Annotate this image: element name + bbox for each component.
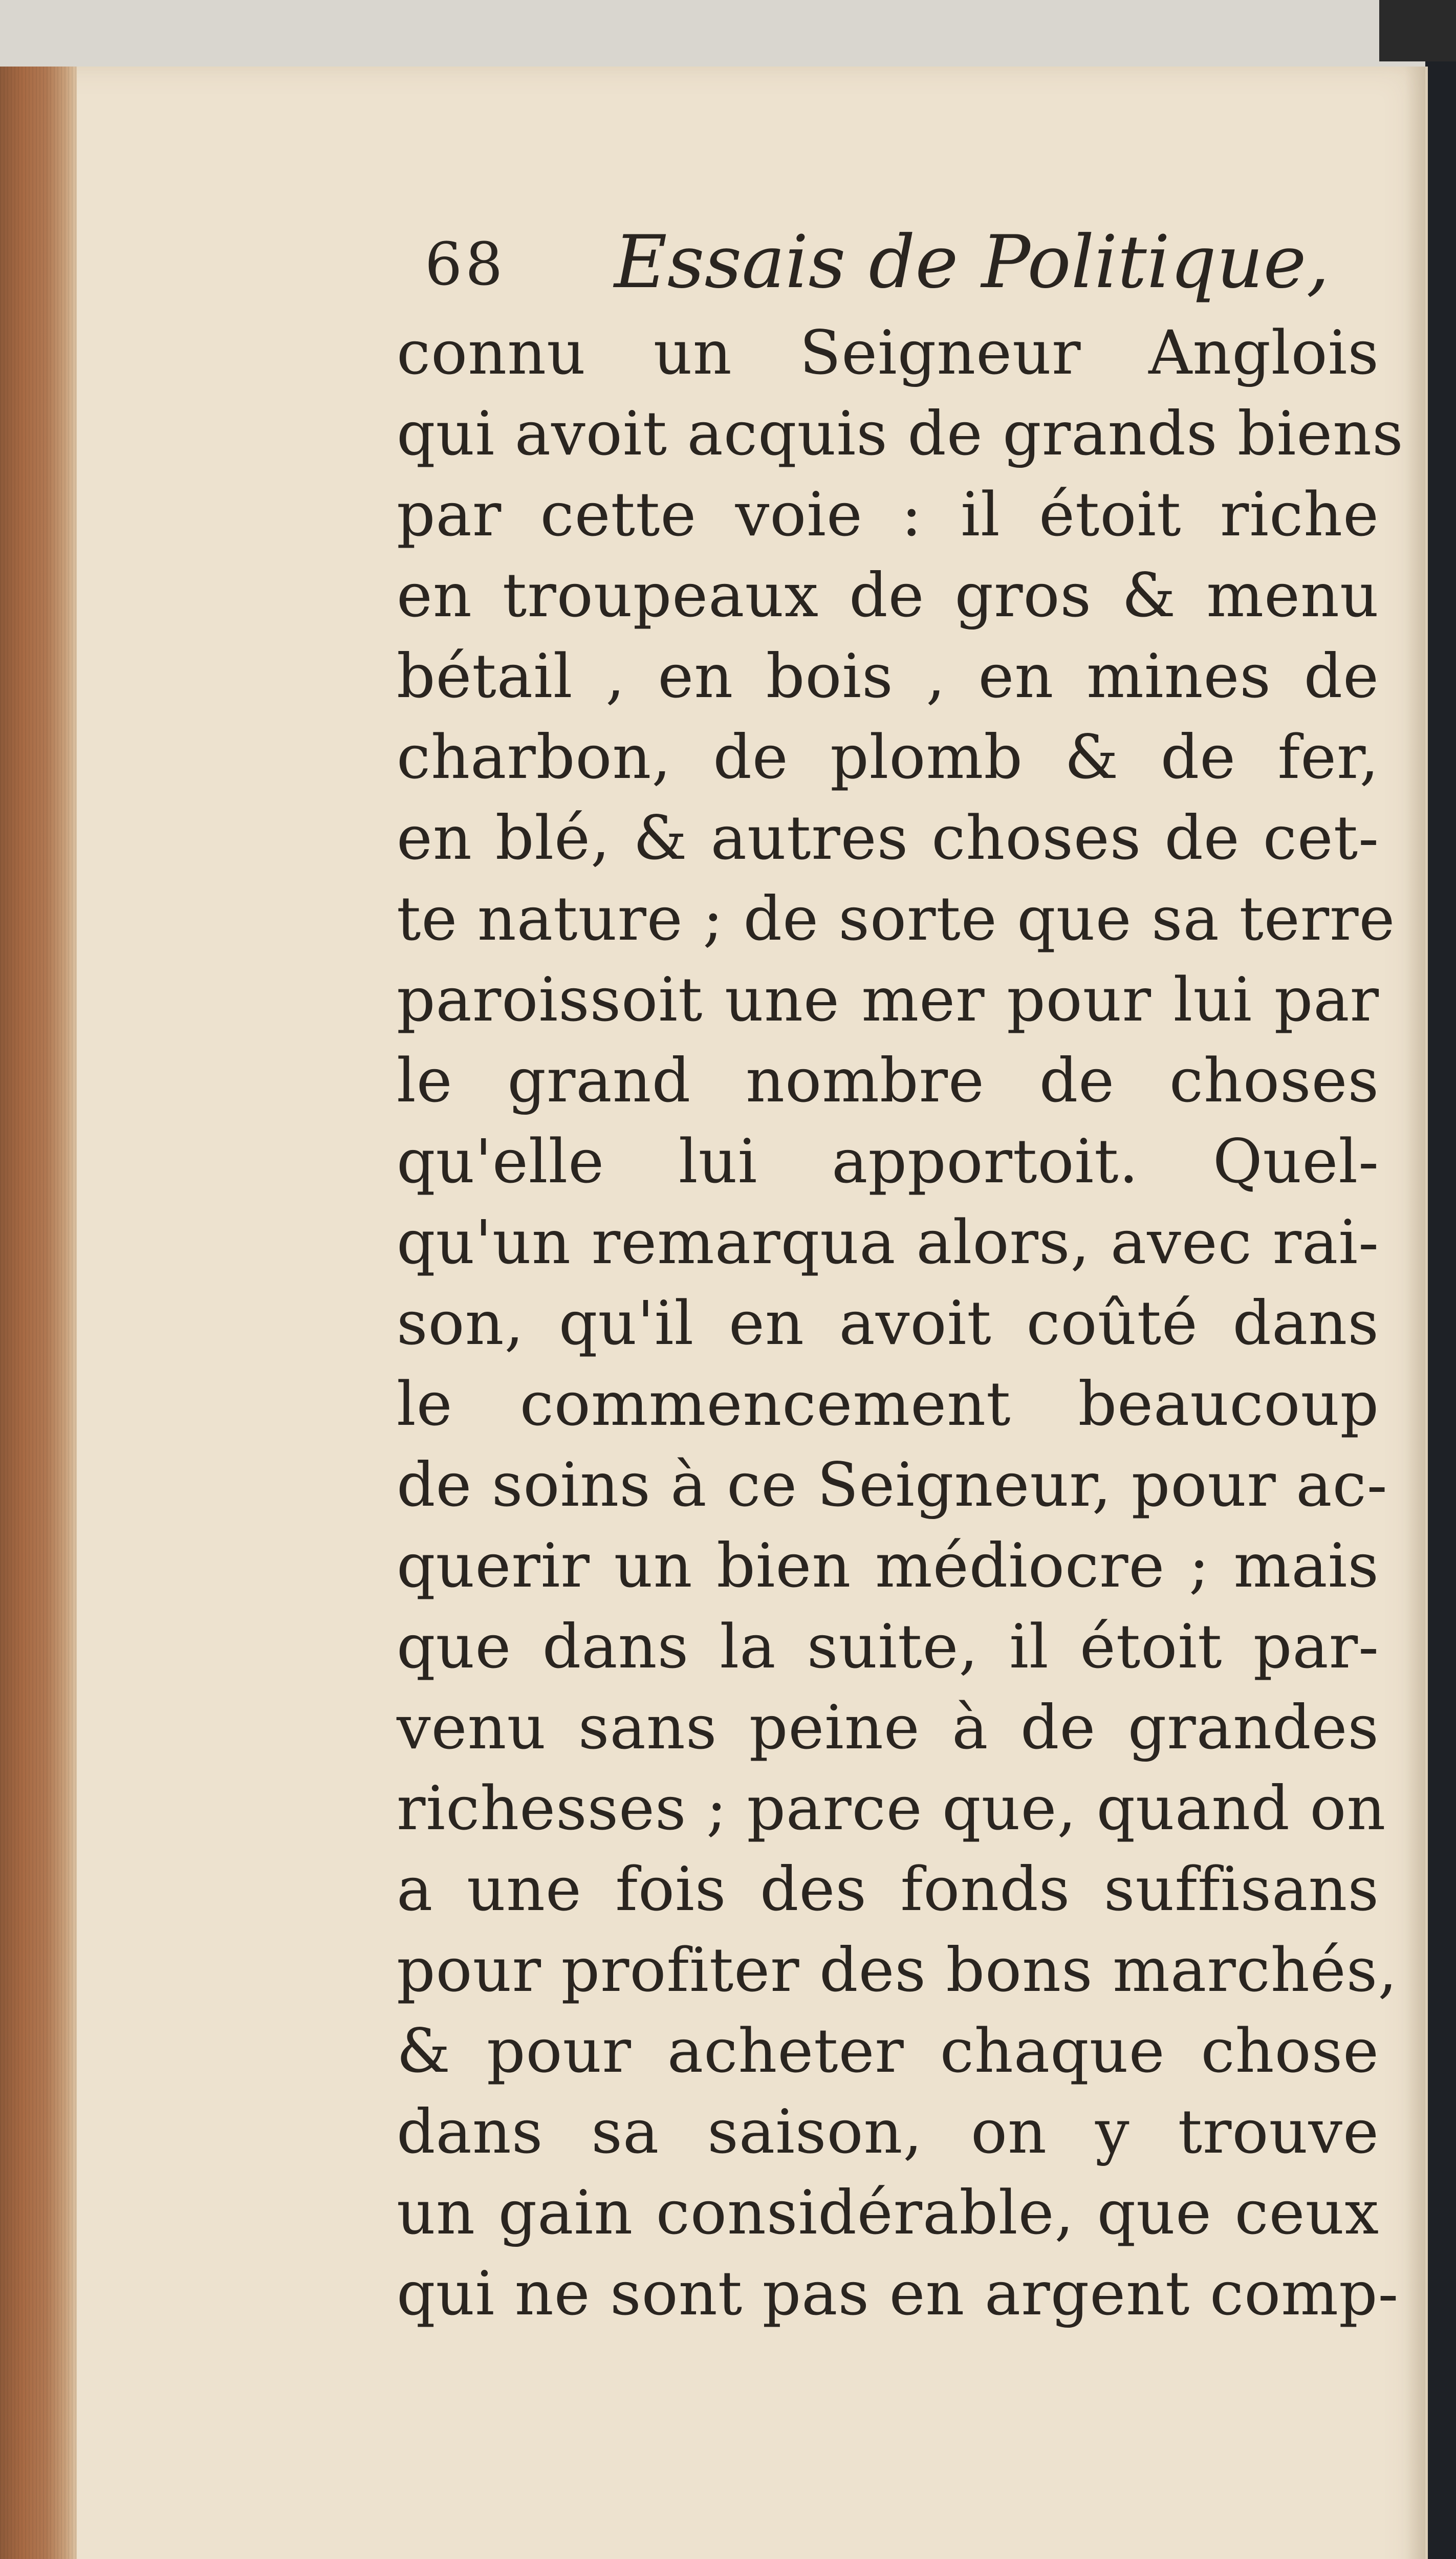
- text-line: pour profiter des bons marchés,: [397, 1935, 1398, 2005]
- text-line: le commencement beaucoup: [397, 1369, 1379, 1439]
- text-line: en troupeaux de gros & menu: [397, 560, 1379, 631]
- text-line: richesses ; parce que, quand on: [397, 1773, 1386, 1844]
- text-line: venu sans peine à de grandes: [397, 1692, 1379, 1763]
- body-text: [397, 312, 1404, 2334]
- text-line: qui avoit acquis de grands biens: [397, 398, 1404, 469]
- page-number: 68: [425, 230, 506, 299]
- text-line: en blé, & autres choses de cet-: [397, 803, 1379, 873]
- text-line: qu'un remarqua alors, avec rai-: [397, 1207, 1379, 1277]
- text-line: connu un Seigneur Anglois: [397, 317, 1379, 388]
- text-line: paroissoit une mer pour lui par: [397, 964, 1379, 1035]
- book-fore-edge-texture: [0, 67, 77, 2559]
- text-line: dans sa saison, on y trouve: [397, 2096, 1379, 2167]
- scanner-background: [1425, 0, 1456, 2559]
- text-line: son, qu'il en avoit coûté dans: [397, 1288, 1379, 1358]
- text-line: par cette voie : il étoit riche: [397, 479, 1379, 550]
- running-title: Essais de Politique,: [614, 220, 1330, 305]
- text-line: te nature ; de sorte que sa terre: [397, 883, 1396, 954]
- text-line: de soins à ce Seigneur, pour ac-: [397, 1449, 1388, 1520]
- text-line: qu'elle lui apportoit. Quel-: [397, 1126, 1379, 1197]
- text-line: a une fois des fonds suffisans: [397, 1854, 1379, 1924]
- text-line: le grand nombre de choses: [397, 1045, 1379, 1116]
- page-edge-shading: [1405, 67, 1425, 2559]
- text-line: & pour acheter chaque chose: [397, 2015, 1379, 2086]
- text-line: querir un bien médiocre ; mais: [397, 1530, 1379, 1601]
- text-line: qui ne sont pas en argent comp-: [397, 2258, 1399, 2329]
- text-line: que dans la suite, il étoit par-: [397, 1611, 1379, 1682]
- text-line: un gain considérable, que ceux: [397, 2177, 1379, 2248]
- text-line: charbon, de plomb & de fer,: [397, 722, 1379, 792]
- scanner-background-top: [1379, 0, 1456, 61]
- text-line: bétail , en bois , en mines de: [397, 641, 1379, 711]
